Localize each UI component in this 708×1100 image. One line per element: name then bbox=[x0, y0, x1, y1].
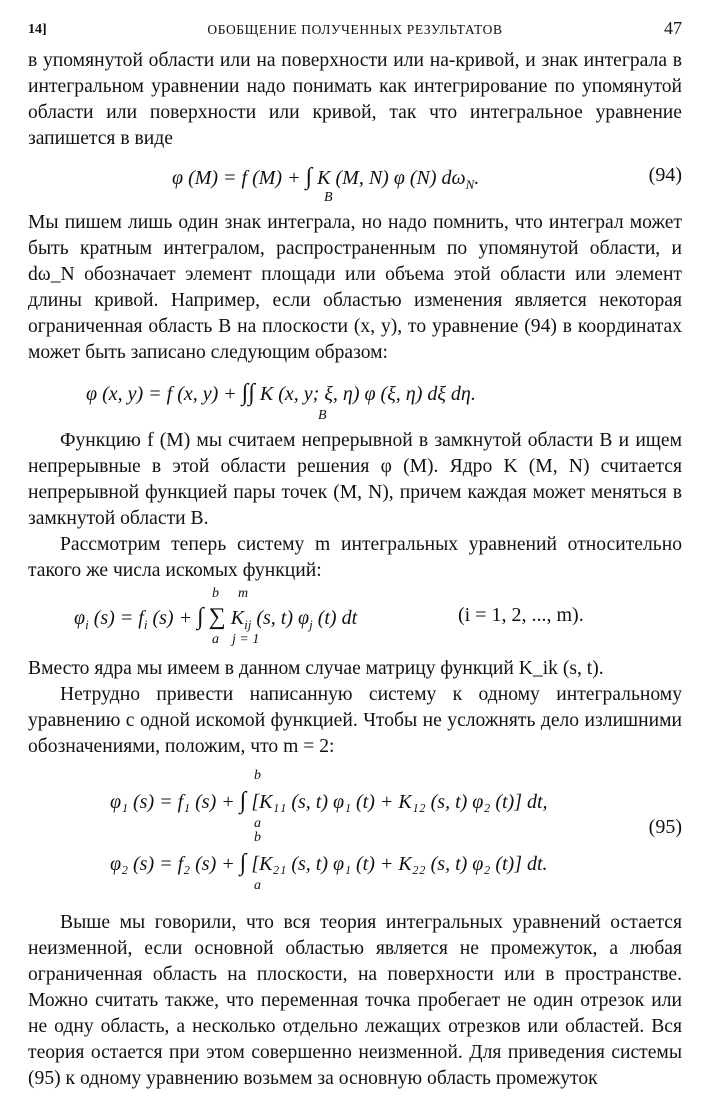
sys-upper-m: m bbox=[238, 586, 249, 601]
eq95a-lower-a: a bbox=[254, 816, 261, 831]
sys-i2: i bbox=[143, 617, 148, 632]
page bbox=[28, 12, 682, 1092]
paragraph-6: Нетрудно привести написанную систему к одному интегральному уравнению с одной искомой функцией. Чтобы не усложнять дело излишними обозначениями, положим, что m = 2: bbox=[28, 684, 682, 757]
equation-xy bbox=[28, 366, 682, 428]
sys-end: (t) dt bbox=[317, 607, 358, 629]
sys-integral: ∫ bbox=[197, 604, 204, 630]
eq95-number: (95) bbox=[648, 816, 682, 838]
running-header bbox=[28, 12, 682, 48]
eq94-lower-limit: B bbox=[324, 190, 333, 205]
eq95a-right: [K₁₁ (s, t) φ₁ (t) + K₁₂ (s, t) φ₂ (t)] dt, bbox=[251, 791, 548, 813]
sys-range: (i = 1, 2, ..., m). bbox=[458, 604, 584, 626]
equation-system bbox=[28, 584, 682, 656]
eq95a-integral: ∫ bbox=[239, 788, 247, 814]
equation-94: φ (M) = f (M) + ∫ K (M, N) φ (N) $d\omega_N$. B (94) bbox=[172, 164, 682, 205]
sys-j: j bbox=[309, 617, 313, 632]
sys-i: i bbox=[85, 617, 89, 632]
paragraph-3: Функцию f (M) мы считаем непрерывной в замкнутой области B и ищем непрерывные в этой области решения φ (M). Ядро K (M, N) считается непрерывной функцией пары точек (M, N), причем каждая может меняться в замкнутой области B. bbox=[28, 430, 682, 529]
eq95b-upper-b: b bbox=[254, 830, 261, 845]
eq95b-integral: ∫ bbox=[239, 850, 247, 876]
section-number: 14] bbox=[28, 22, 47, 37]
page-number: 47 bbox=[664, 18, 682, 38]
paragraph-1: в упомянутой области или на поверхности или на-кривой, и знак интеграла в интегральном уравнении надо понимать как интегрирование по упомянутой области или поверхности или кривой, так что интегральное уравнение запишется в виде bbox=[28, 50, 682, 149]
double-integral-sign: ∫∫ bbox=[241, 380, 255, 406]
eq94-subscript: N bbox=[465, 177, 475, 192]
eqxy-left: φ (x, y) = f (x, y) + bbox=[86, 383, 237, 405]
sys-k: K bbox=[230, 607, 245, 629]
integral-sign: ∫ bbox=[305, 164, 313, 190]
sys-lower-j: j = 1 bbox=[232, 632, 260, 647]
sys-sum: ∑ bbox=[208, 604, 226, 630]
sys-mid: (s) = f bbox=[93, 607, 144, 629]
paragraph-7: Выше мы говорили, что вся теория интегральных уравнений остается неизменной, если основной областью является не промежуток, а любая ограниченная область на плоскости, на поверхности или в пространстве. Можно считать также, что переменная точка пробегает не один отрезок или не одну область, а несколько отдельно лежащих отрезков или областей. Вся теория остается при этом совершенно неизменной. Для приведения системы (95) к одному уравнению возьмем за основную область промежуток bbox=[28, 912, 682, 1089]
eq95b-lower-a: a bbox=[254, 878, 261, 893]
sys-phi: φ bbox=[74, 607, 86, 629]
eq95b-left: φ₂ (s) = f₂ (s) + bbox=[110, 853, 235, 875]
eqxy-lower-limit: B bbox=[318, 408, 327, 423]
eq95a-upper-b: b bbox=[254, 768, 261, 783]
eq94-number: (94) bbox=[648, 164, 682, 186]
sys-tail: (s, t) φ bbox=[256, 607, 310, 629]
eq94-right: K (M, N) φ (N) dω bbox=[317, 167, 466, 189]
sys-ij: ij bbox=[244, 617, 252, 632]
paragraph-2: Мы пишем лишь один знак интеграла, но надо помнить, что интеграл может быть кратным интегралом, распространенным по упомянутой области, и dω_N обозначает элемент площади или объема этой области или элемент длины кривой. Например, если областью изменения является некоторая ограниченная область B на плоскости (x, y), то уравнение (94) в координатах может быть записано следующим образом: bbox=[28, 212, 682, 363]
sys-mid2: (s) + bbox=[152, 607, 193, 629]
paragraph-4: Рассмотрим теперь систему m интегральных уравнений относительно такого же числа искомых функций: bbox=[28, 534, 682, 581]
sys-upper-b: b bbox=[212, 586, 219, 601]
equation-95 bbox=[28, 760, 682, 910]
paragraph-5: Вместо ядра мы имеем в данном случае матрицу функций K_ik (s, t). bbox=[28, 658, 604, 679]
eq94-left: φ (M) = f (M) + bbox=[172, 167, 301, 189]
eqxy-right: K (x, y; ξ, η) φ (ξ, η) dξ dη. bbox=[259, 383, 476, 405]
eq95b-right: [K₂₁ (s, t) φ₁ (t) + K₂₂ (s, t) φ₂ (t)] dt. bbox=[251, 853, 548, 875]
eq95a-left: φ₁ (s) = f₁ (s) + bbox=[110, 791, 235, 813]
running-title: ОБОБЩЕНИЕ ПОЛУЧЕННЫХ РЕЗУЛЬТАТОВ bbox=[207, 22, 503, 37]
sys-lower-a: a bbox=[212, 632, 219, 647]
